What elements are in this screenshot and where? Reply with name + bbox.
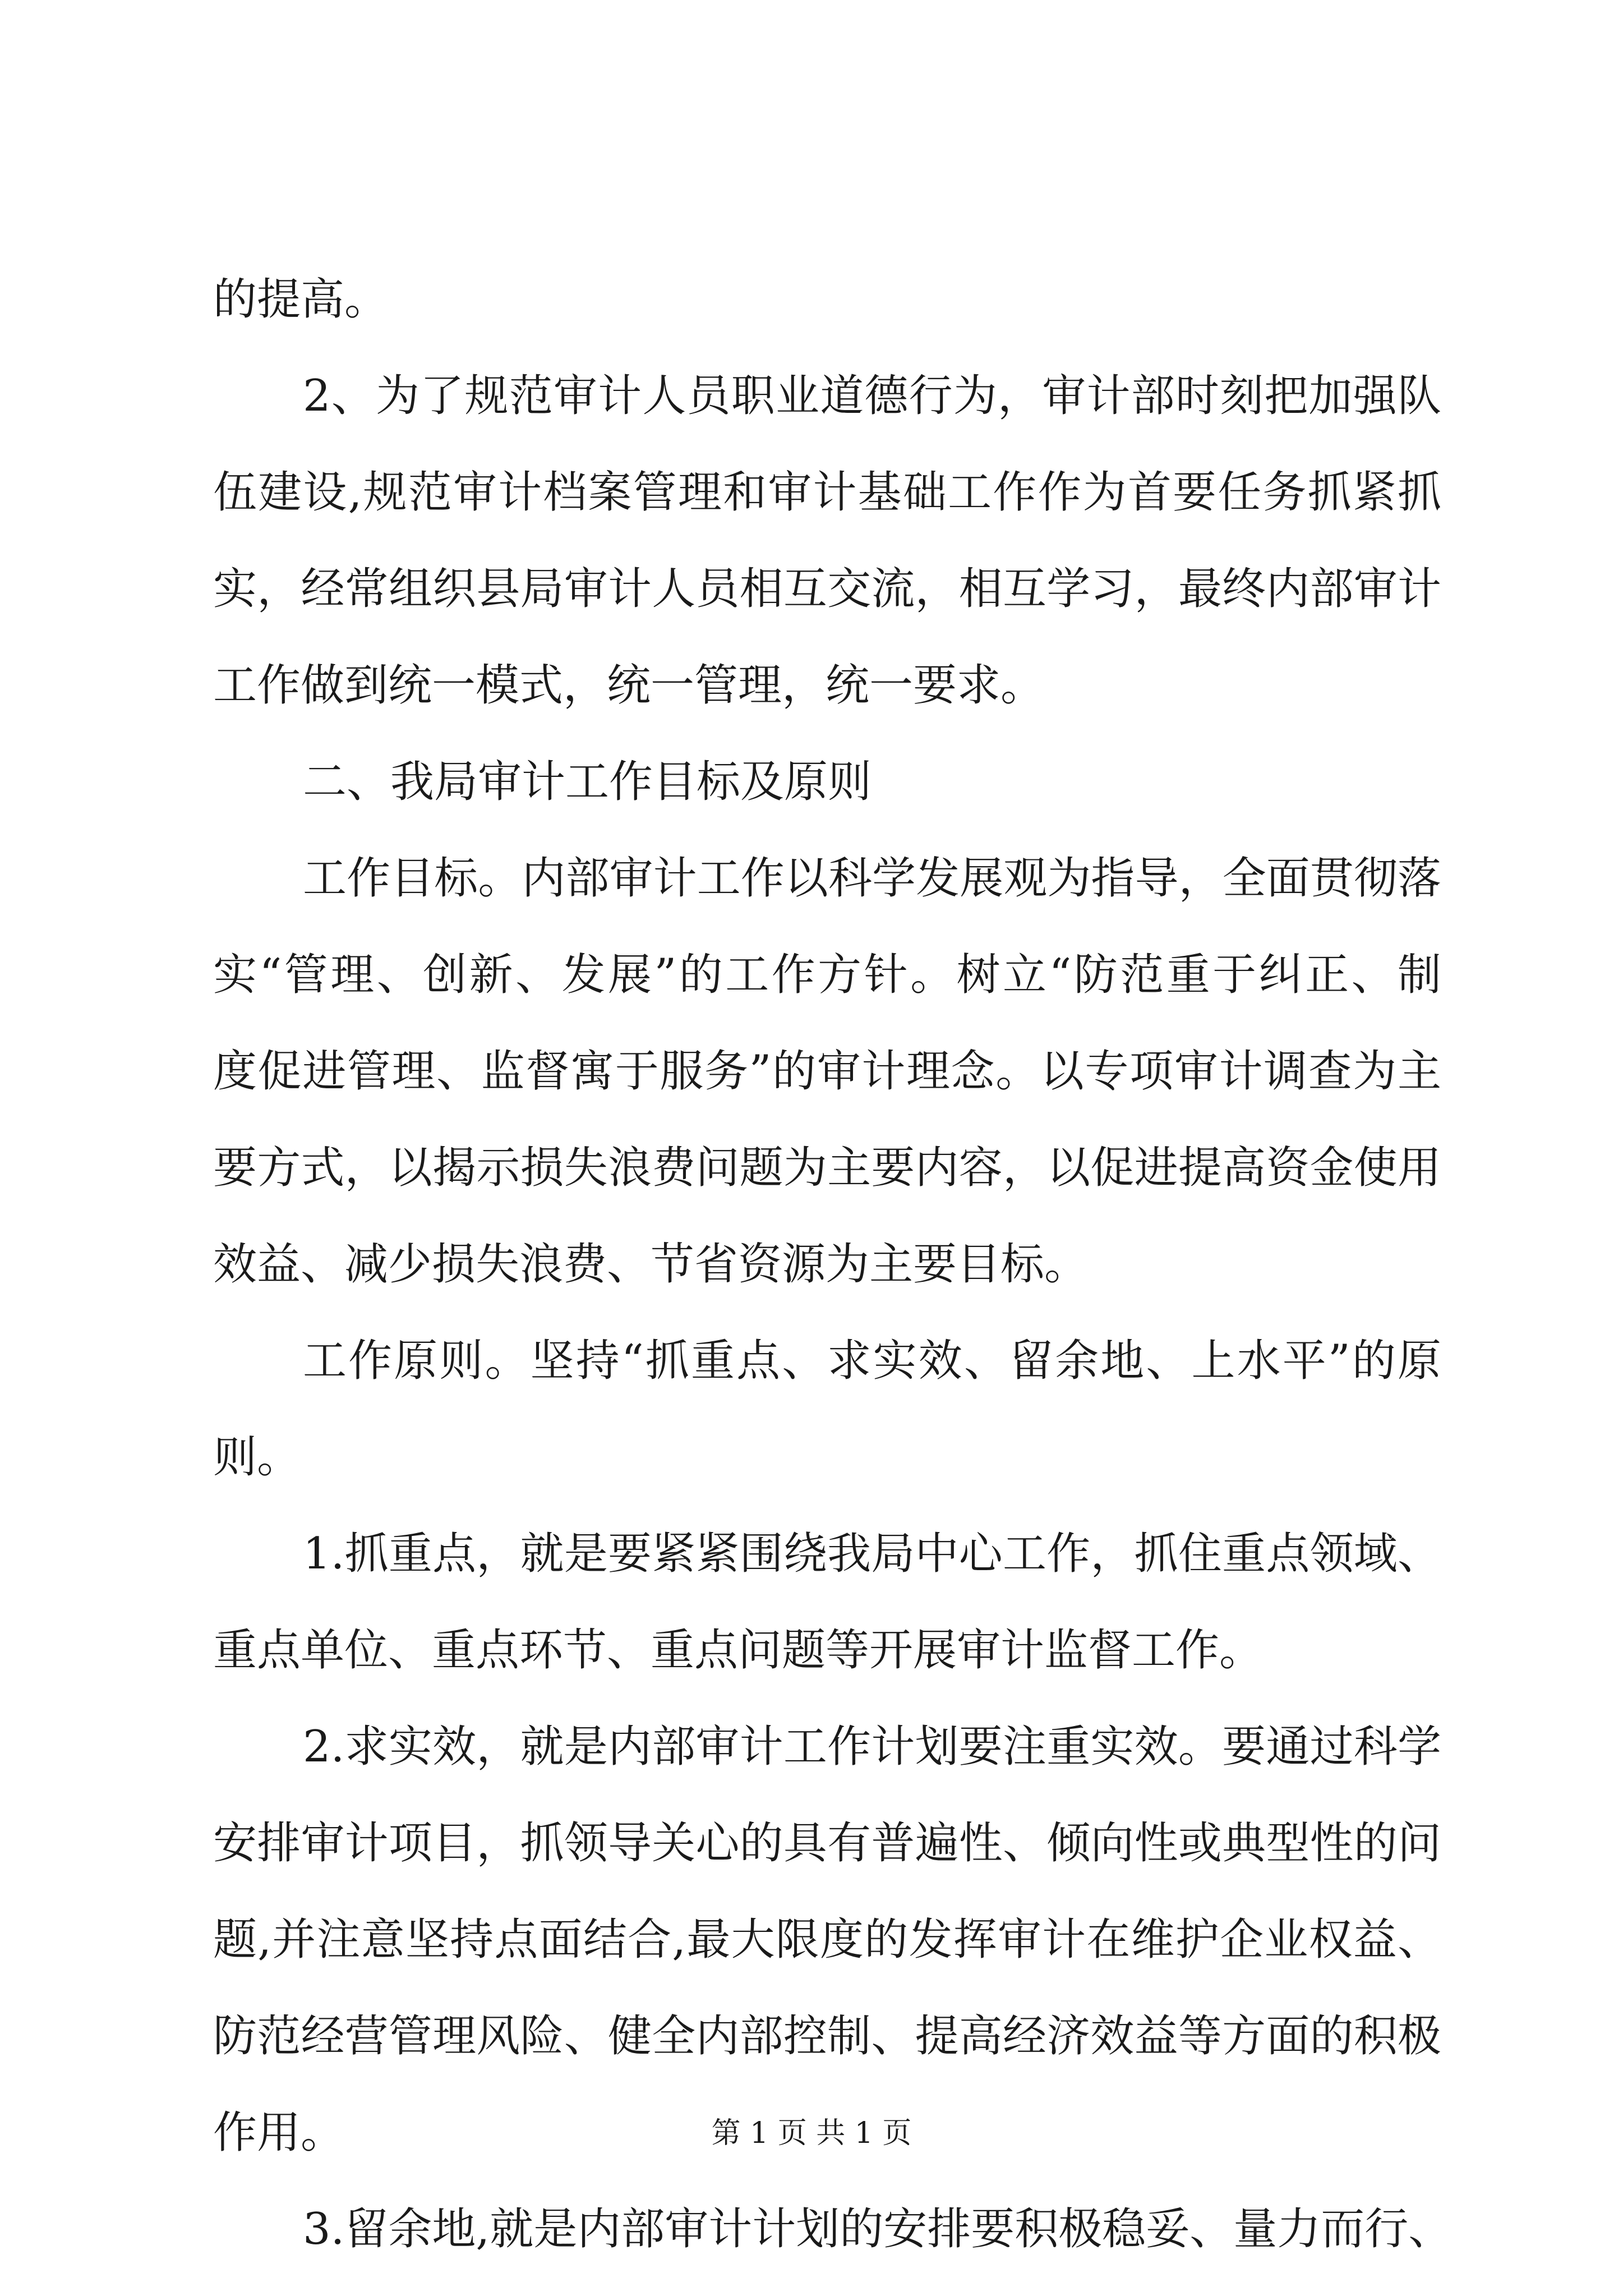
text-line: 度促进管理、监督寓于服务”的审计理念。以专项审计调查为主	[213, 1046, 1441, 1097]
text-line: 工作原则。坚持“抓重点、求实效、留余地、上水平”的原	[303, 1336, 1441, 1386]
text-line: 题,并注意坚持点面结合,最大限度的发挥审计在维护企业权益、	[213, 1915, 1441, 1965]
text-line: 1.抓重点，就是要紧紧围绕我局中心工作，抓住重点领域、	[303, 1529, 1441, 1579]
text-line: 重点单位、重点环节、重点问题等开展审计监督工作。	[213, 1625, 1264, 1676]
text-line: 工作目标。内部审计工作以科学发展观为指导，全面贯彻落	[303, 853, 1441, 904]
text-line: 2、为了规范审计人员职业道德行为，审计部时刻把加强队	[303, 371, 1441, 421]
text-line: 二、我局审计工作目标及原则	[303, 757, 872, 807]
text-line: 要方式，以揭示损失浪费问题为主要内容，以促进提高资金使用	[213, 1143, 1441, 1193]
text-line: 2.求实效，就是内部审计工作计划要注重实效。要通过科学	[303, 1722, 1441, 1772]
text-line: 实，经常组织县局审计人员相互交流，相互学习，最终内部审计	[213, 564, 1441, 614]
text-line: 防范经营管理风险、健全内部控制、提高经济效益等方面的积极	[213, 2011, 1441, 2062]
text-line: 实“管理、创新、发展”的工作方针。树立“防范重于纠正、制	[213, 950, 1441, 1000]
text-line: 工作做到统一模式，统一管理，统一要求。	[213, 660, 1045, 711]
document-body	[213, 251, 1453, 2277]
text-line: 伍建设,规范审计档案管理和审计基础工作作为首要任务抓紧抓	[213, 467, 1441, 518]
page-footer: 第 1 页 共 1 页	[711, 2116, 912, 2150]
text-line: 的提高。	[213, 274, 389, 325]
text-line: 安排审计项目，抓领导关心的具有普遍性、倾向性或典型性的问	[213, 1818, 1441, 1869]
text-line: 3.留余地,就是内部审计计划的安排要积极稳妥、量力而行、	[303, 2204, 1453, 2254]
text-line: 效益、减少损失浪费、节省资源为主要目标。	[213, 1239, 1089, 1290]
text-line: 作用。	[213, 2108, 345, 2158]
text-line: 则。	[213, 1432, 301, 1483]
